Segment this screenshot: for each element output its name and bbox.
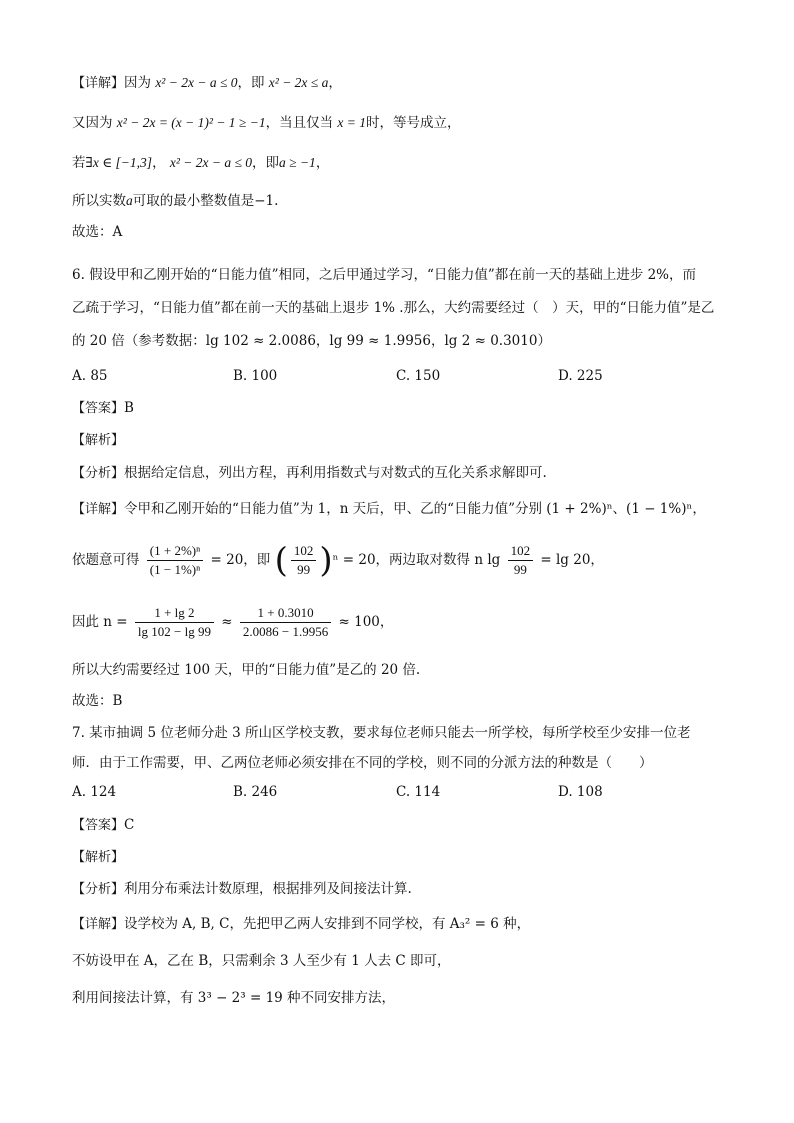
q6-answer: 【答案】B: [72, 400, 134, 416]
q7-answer: 【答案】C: [72, 817, 135, 833]
q7-detail-line2: 不妨设甲在 A，乙在 B，只需剩余 3 人至少有 1 人去 C 即可，: [72, 953, 451, 969]
q6-detail-line3: 因此 n = $\frac{1 + \lg 2}{\lg 102 - \lg 99}$ ≈ $\frac{1 + 0.3010}{2.0086 - 1.9956}$ ≈ 100，: [72, 605, 394, 639]
q6-stem-line1: 6. 假设甲和乙刚开始的“日能力值”相同，之后甲通过学习，“日能力值”都在前一天的基础上进步 2%，而: [72, 267, 696, 283]
p5-detail-line4: 所以实数a可取的最小整数值是−1.: [72, 193, 279, 209]
q6-detail-line2: 依题意可得 $\frac{\text{(1 + 2\%)ⁿ}}{\text{(1 − 1\%)ⁿ}}$ = 20，即 ( $\frac{102}{99}$ )ⁿ = 20，两边取对数得 n lg $\frac{102}{99}$ = lg 20，: [72, 540, 604, 581]
q7-option-c: C. 114: [396, 784, 441, 800]
fraction: $\frac{1 + \lg 2}{\lg 102 - \lg 99}$: [135, 604, 214, 641]
p5-detail-line3: 若∃x ∈ [−1,3]， x² − 2x − a ≤ 0，即a ≥ −1，: [72, 155, 330, 171]
q6-analysis-tag: 【解析】: [72, 433, 125, 448]
p5-detail-line2: 又因为 x² − 2x = (x − 1)² − 1 ≥ −1，当且仅当 x = 1时，等号成立，: [72, 115, 461, 131]
q6-option-c: C. 150: [396, 368, 441, 384]
q6-conclusion: 故选：B: [72, 693, 123, 709]
q7-detail-line1: 【详解】设学校为 A, B, C，先把甲乙两人安排到不同学校，有 A₃² = 6 种，: [72, 916, 531, 932]
q6-detail-line4: 所以大约需要经过 100 天，甲的“日能力值”是乙的 20 倍.: [72, 662, 421, 678]
q6-option-b: B. 100: [233, 368, 278, 384]
fraction: $\frac{102}{99}$: [291, 542, 317, 579]
q7-stem-line2: 师．由于工作需要，甲、乙两位老师必须安排在不同的学校，则不同的分派方法的种数是（ ）: [72, 755, 653, 771]
q7-option-a: A. 124: [72, 784, 117, 800]
q6-fenxi: 【分析】根据给定信息，列出方程，再利用指数式与对数式的互化关系求解即可.: [72, 465, 547, 481]
q7-option-b: B. 246: [233, 784, 278, 800]
q6-stem-line2: 乙疏于学习，“日能力值”都在前一天的基础上退步 1% .那么，大约需要经过（ ）天，甲的“日能力值”是乙: [72, 300, 715, 316]
q7-analysis-tag: 【解析】: [72, 850, 125, 865]
q7-detail-line3: 利用间接法计算，有 3³ − 2³ = 19 种不同安排方法，: [72, 990, 396, 1006]
detail-tag: 【详解】: [72, 76, 125, 91]
p5-conclusion: 故选：A: [72, 224, 123, 240]
q6-detail-line1: 【详解】令甲和乙刚开始的“日能力值”为 1，n 天后，甲、乙的“日能力值”分别 (1 + 2%)ⁿ、(1 − 1%)ⁿ，: [72, 501, 706, 517]
p5-detail-line1: 【详解】因为 x² − 2x − a ≤ 0，即 x² − 2x ≤ a，: [72, 75, 342, 91]
answer-tag: 【答案】: [72, 401, 125, 416]
fraction: $\frac{1 + 0.3010}{2.0086 - 1.9956}$: [240, 604, 331, 641]
q7-option-d: D. 108: [558, 784, 603, 800]
q6-stem-line3: 的 20 倍（参考数据：lg 102 ≈ 2.0086，lg 99 ≈ 1.9956，lg 2 ≈ 0.3010）: [72, 333, 551, 349]
q6-option-a: A. 85: [72, 368, 108, 384]
fraction: $\frac{102}{99}$: [508, 542, 534, 579]
q7-stem-line1: 7. 某市抽调 5 位老师分赴 3 所山区学校支教，要求每位老师只能去一所学校，每所学校至少安排一位老: [72, 725, 691, 741]
fraction: $\frac{\text{(1 + 2\%)ⁿ}}{\text{(1 − 1\%)ⁿ}}$: [147, 542, 203, 579]
q7-fenxi: 【分析】利用分布乘法计数原理，根据排列及间接法计算.: [72, 881, 412, 897]
q6-option-d: D. 225: [558, 368, 603, 384]
